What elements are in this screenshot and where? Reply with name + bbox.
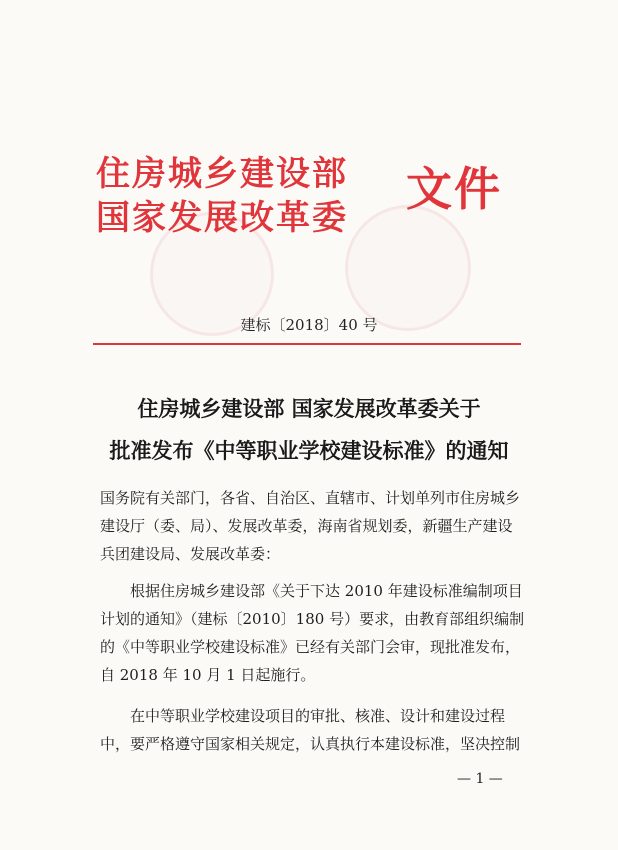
notice-title-line-2: 批准发布《中等职业学校建设标准》的通知	[109, 438, 509, 463]
paragraph-line: 计划的通知》（建标〔2010〕180 号）要求，由教育部组织编制	[100, 610, 525, 628]
paragraph-2	[100, 702, 520, 758]
bleed-through-seal-right	[345, 205, 471, 331]
document-type-label: 文件	[406, 162, 502, 216]
paragraph-line: 的《中等职业学校建设标准》已经有关部门会审，现批准发布，	[100, 638, 521, 656]
paragraph-line: 在中等职业学校建设项目的审批、核准、设计和建设过程	[130, 707, 506, 725]
paragraph-1	[100, 577, 525, 689]
document-number: 建标〔2018〕40 号	[240, 316, 378, 334]
addressee-line: 建设厅（委、局）、发展改革委，海南省规划委，新疆生产建设	[100, 517, 513, 535]
addressee-block	[100, 484, 520, 568]
page-number: — 1 —	[457, 771, 503, 787]
paragraph-line: 自 2018 年 10 月 1 日起施行。	[100, 666, 316, 684]
issuer-line-2: 国家发展改革委	[96, 198, 348, 238]
paragraph-line: 根据住房城乡建设部《关于下达 2010 年建设标准编制项目	[130, 582, 523, 600]
addressee-line: 国务院有关部门，各省、自治区、直辖市、计划单列市住房城乡	[100, 489, 521, 507]
red-separator-line	[93, 343, 521, 345]
paragraph-line: 中，要严格遵守国家相关规定，认真执行本建设标准，坚决控制	[100, 735, 521, 753]
addressee-line: 兵团建设局、发展改革委：	[100, 545, 281, 563]
issuer-line-1: 住房城乡建设部	[96, 154, 348, 194]
notice-title-line-1: 住房城乡建设部 国家发展改革委关于	[137, 396, 481, 421]
